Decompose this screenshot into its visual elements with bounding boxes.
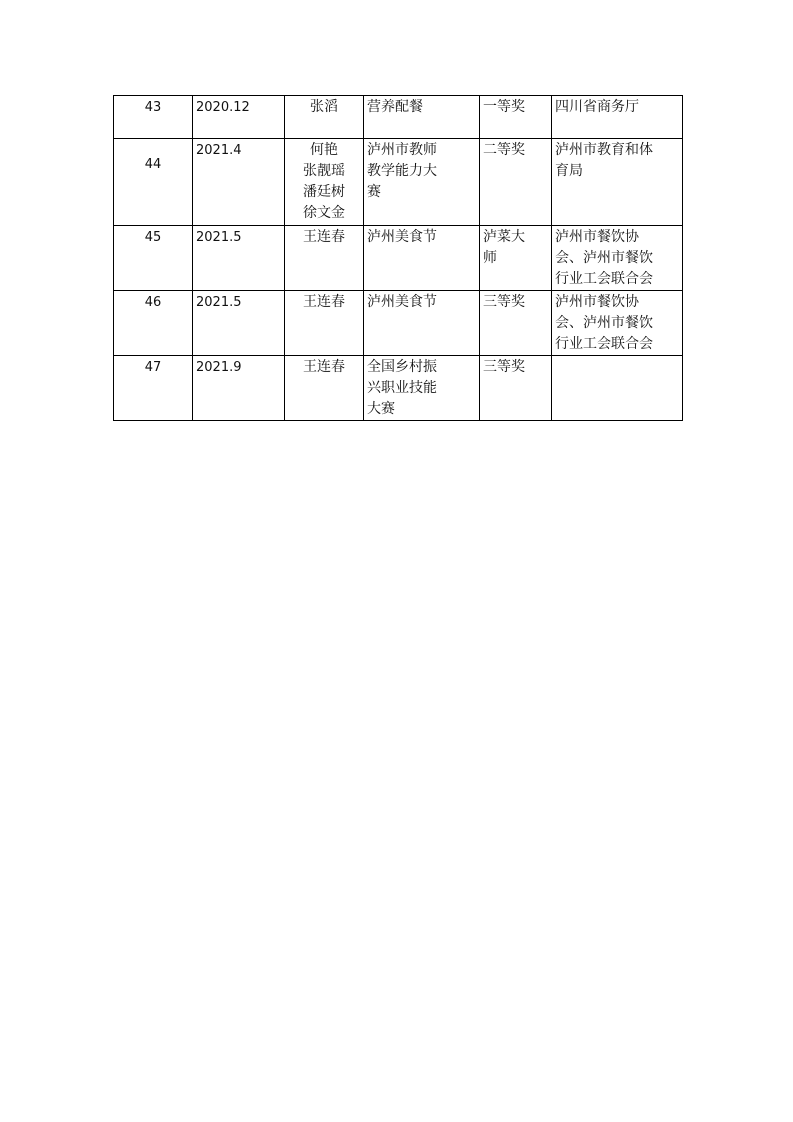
cell-date: 2021.5 xyxy=(193,291,285,356)
cell-award-level: 一等奖 xyxy=(480,96,552,139)
cell-date: 2021.9 xyxy=(193,356,285,421)
cell-award-level: 二等奖 xyxy=(480,139,552,226)
cell-date: 2021.5 xyxy=(193,226,285,291)
cell-award-level: 三等奖 xyxy=(480,291,552,356)
cell-number: 43 xyxy=(114,96,193,139)
cell-event: 泸州美食节 xyxy=(364,291,480,356)
cell-event: 全国乡村振 兴职业技能 大赛 xyxy=(364,356,480,421)
awards-table xyxy=(113,95,683,421)
table-row xyxy=(114,226,683,291)
cell-number: 47 xyxy=(114,356,193,421)
cell-event: 泸州美食节 xyxy=(364,226,480,291)
cell-organization: 四川省商务厅 xyxy=(552,96,683,139)
cell-number: 45 xyxy=(114,226,193,291)
cell-organization: 泸州市餐饮协 会、泸州市餐饮 行业工会联合会 xyxy=(552,291,683,356)
cell-names: 何艳 张靓瑶 潘廷树 徐文金 xyxy=(285,139,364,226)
cell-award-level: 三等奖 xyxy=(480,356,552,421)
cell-names: 王连春 xyxy=(285,226,364,291)
table-row xyxy=(114,139,683,226)
cell-organization: 泸州市教育和体 育局 xyxy=(552,139,683,226)
cell-award-level: 泸菜大 师 xyxy=(480,226,552,291)
cell-event: 营养配餐 xyxy=(364,96,480,139)
table-row xyxy=(114,356,683,421)
cell-event: 泸州市教师 教学能力大 赛 xyxy=(364,139,480,226)
cell-names: 王连春 xyxy=(285,356,364,421)
table-row xyxy=(114,291,683,356)
cell-organization xyxy=(552,356,683,421)
table-row xyxy=(114,96,683,139)
cell-number: 46 xyxy=(114,291,193,356)
cell-names: 张滔 xyxy=(285,96,364,139)
cell-date: 2020.12 xyxy=(193,96,285,139)
cell-names: 王连春 xyxy=(285,291,364,356)
cell-number: 44 xyxy=(114,139,193,226)
cell-date: 2021.4 xyxy=(193,139,285,226)
cell-organization: 泸州市餐饮协 会、泸州市餐饮 行业工会联合会 xyxy=(552,226,683,291)
